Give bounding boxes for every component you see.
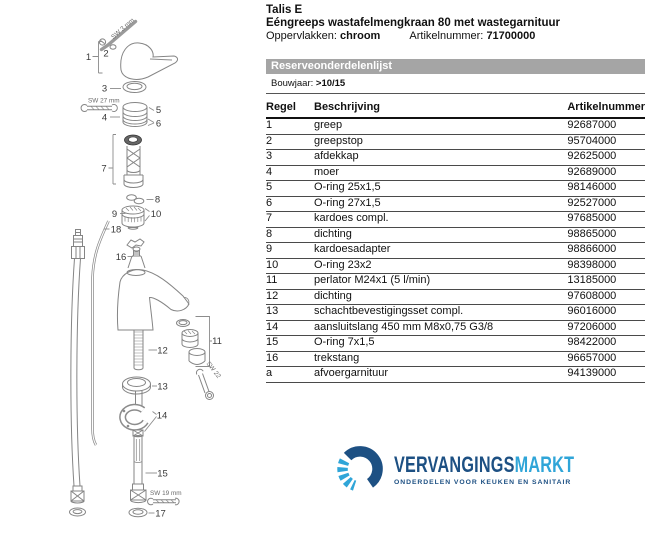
wrench-27-tool [81, 105, 117, 112]
part-label-3: 3 [101, 83, 108, 95]
part-label-18: 18 [110, 224, 122, 236]
part-label-7: 7 [101, 163, 107, 175]
leader-7 [109, 135, 117, 185]
part-label-11: 11 [212, 336, 222, 347]
cell-regel: 7 [266, 212, 314, 228]
cell-beschrijving: dichting [314, 227, 567, 243]
article-value: 71700000 [486, 30, 536, 42]
cell-beschrijving: trekstang [314, 351, 567, 367]
cell-regel: 5 [266, 181, 314, 197]
table-row [266, 165, 645, 181]
logo-text-block [394, 453, 644, 486]
leader-6 [148, 119, 154, 126]
cell-regel: 12 [266, 289, 314, 305]
cell-artikelnummer: 97206000 [567, 320, 645, 336]
table-row [266, 181, 645, 197]
part-label-13: 13 [157, 381, 168, 393]
vervangingsmarkt-logo [333, 442, 644, 496]
part-label-2: 2 [103, 48, 109, 60]
part-label-10: 10 [150, 209, 162, 220]
trekstang-part [128, 247, 145, 268]
cell-regel: 14 [266, 320, 314, 336]
cell-beschrijving: greep [314, 118, 567, 134]
logo-name-secondary: MARKT [514, 451, 575, 477]
cell-beschrijving: afvoergarnituur [314, 367, 567, 383]
part-label-4: 4 [101, 112, 108, 124]
cell-beschrijving: O-ring 27x1,5 [314, 196, 567, 212]
cell-artikelnummer: 98866000 [567, 243, 645, 259]
cell-beschrijving: kardoes compl. [314, 212, 567, 228]
cell-beschrijving: kardoesadapter [314, 243, 567, 259]
part-label-15: 15 [157, 468, 168, 480]
cell-artikelnummer: 98865000 [567, 227, 645, 243]
tool-label-sw22: SW 22 [204, 360, 222, 380]
rod-part [93, 221, 109, 445]
cell-regel: 6 [266, 196, 314, 212]
article-label: Artikelnummer: [409, 30, 484, 42]
surface-value: chroom [340, 30, 381, 42]
cell-beschrijving: afdekkap [314, 150, 567, 166]
cartridge-adapter-part [122, 206, 144, 229]
cell-regel: 16 [266, 351, 314, 367]
table-row [266, 118, 645, 134]
leader-10 [145, 209, 150, 222]
bouwjaar-line [266, 74, 645, 94]
part-label-16: 16 [115, 252, 127, 263]
cell-artikelnummer: 92625000 [567, 150, 645, 166]
table-row [266, 320, 645, 336]
table-row [266, 134, 645, 150]
cell-regel: 3 [266, 150, 314, 166]
cell-beschrijving: schachtbevestigingsset compl. [314, 305, 567, 321]
tool-label-sw3: SW 3 mm [110, 17, 136, 41]
table-row [266, 258, 645, 274]
cell-regel: 1 [266, 118, 314, 134]
column-header-artikelnummer: Artikelnummer [567, 99, 645, 118]
seal-part [127, 195, 144, 204]
info-panel [266, 4, 645, 383]
part-label-1: 1 [85, 52, 92, 63]
logo-name-primary: VERVANGINGS [394, 451, 515, 477]
table-row [266, 212, 645, 228]
cell-artikelnummer: 92687000 [567, 118, 645, 134]
parts-table-header-row [266, 99, 645, 118]
cover-cap-part [123, 82, 146, 93]
table-row [266, 274, 645, 290]
part-label-14: 14 [156, 410, 168, 422]
cell-beschrijving: O-ring 7x1,5 [314, 336, 567, 352]
cell-regel: 15 [266, 336, 314, 352]
surface-label: Oppervlakken: [266, 30, 337, 42]
part-label-9: 9 [111, 209, 118, 220]
cell-artikelnummer: 96657000 [567, 351, 645, 367]
cell-regel: 9 [266, 243, 314, 259]
product-title: Talis E [266, 4, 303, 16]
nut-oring-stack-part [123, 103, 147, 127]
base-ring-part [123, 377, 151, 394]
cell-beschrijving: greepstop [314, 134, 567, 150]
table-row [266, 289, 645, 305]
product-subtitle: Eéngreeps wastafelmengkraan 80 met wastegarnituur [266, 17, 560, 29]
cell-regel: 13 [266, 305, 314, 321]
cell-artikelnummer: 13185000 [567, 274, 645, 290]
cell-regel: 2 [266, 134, 314, 150]
cell-artikelnummer: 97685000 [567, 212, 645, 228]
column-header-beschrijving: Beschrijving [314, 99, 567, 118]
cell-artikelnummer: 98146000 [567, 181, 645, 197]
leader-1 [93, 42, 103, 74]
tool-label-sw19: SW 19 mm [150, 490, 182, 497]
cell-artikelnummer: 98398000 [567, 258, 645, 274]
cell-artikelnummer: 92527000 [567, 196, 645, 212]
bouwjaar-value: >10/15 [315, 78, 346, 89]
threaded-shaft-part [134, 330, 143, 370]
cell-artikelnummer: 92689000 [567, 165, 645, 181]
cell-beschrijving: O-ring 23x2 [314, 258, 567, 274]
part-label-5: 5 [155, 105, 162, 116]
leader-14 [145, 412, 157, 432]
wrench-22-tool [196, 369, 213, 399]
connection-tube-part [131, 436, 147, 503]
mounting-bracket-part [123, 407, 146, 437]
table-row [266, 196, 645, 212]
cartridge-part [124, 135, 143, 188]
cell-regel: 8 [266, 227, 314, 243]
table-row [266, 150, 645, 166]
table-row [266, 305, 645, 321]
table-row [266, 367, 645, 383]
cell-beschrijving: perlator M24x1 (5 l/min) [314, 274, 567, 290]
table-row [266, 227, 645, 243]
parts-table-body [266, 118, 645, 382]
leader-5 [149, 108, 154, 111]
product-meta [266, 30, 645, 43]
cell-regel: a [266, 367, 314, 383]
column-header-regel: Regel [266, 99, 314, 118]
wrench-19-tool [148, 498, 180, 505]
cell-regel: 10 [266, 258, 314, 274]
part-label-17: 17 [155, 508, 166, 520]
cell-regel: 11 [266, 274, 314, 290]
handle-part [121, 43, 178, 79]
table-row [266, 336, 645, 352]
cell-regel: 4 [266, 165, 314, 181]
logo-ring-icon [333, 442, 387, 496]
exploded-diagram [0, 0, 265, 550]
cell-artikelnummer: 98422000 [567, 336, 645, 352]
cell-artikelnummer: 96016000 [567, 305, 645, 321]
cell-beschrijving: O-ring 25x1,5 [314, 181, 567, 197]
cell-beschrijving: aansluitslang 450 mm M8x0,75 G3/8 [314, 320, 567, 336]
cell-beschrijving: dichting [314, 289, 567, 305]
logo-name [394, 453, 574, 477]
perlator-group-part [177, 320, 206, 365]
tool-label-sw27: SW 27 mm [88, 97, 120, 105]
part-label-8: 8 [154, 194, 161, 206]
cell-beschrijving: moer [314, 165, 567, 181]
cell-artikelnummer: 94139000 [567, 367, 645, 383]
parts-table [266, 99, 645, 383]
spare-parts-banner: Reserveonderdelenlijst [266, 59, 645, 74]
part-label-12: 12 [157, 345, 168, 357]
supply-hose-part [70, 230, 86, 517]
table-row [266, 351, 645, 367]
bouwjaar-label: Bouwjaar: [271, 78, 314, 89]
washer-part [129, 508, 147, 517]
table-row [266, 243, 645, 259]
cell-artikelnummer: 97608000 [567, 289, 645, 305]
cell-artikelnummer: 95704000 [567, 134, 645, 150]
part-label-6: 6 [155, 118, 162, 130]
logo-tagline: ONDERDELEN VOOR KEUKEN EN SANITAIR [394, 478, 572, 486]
